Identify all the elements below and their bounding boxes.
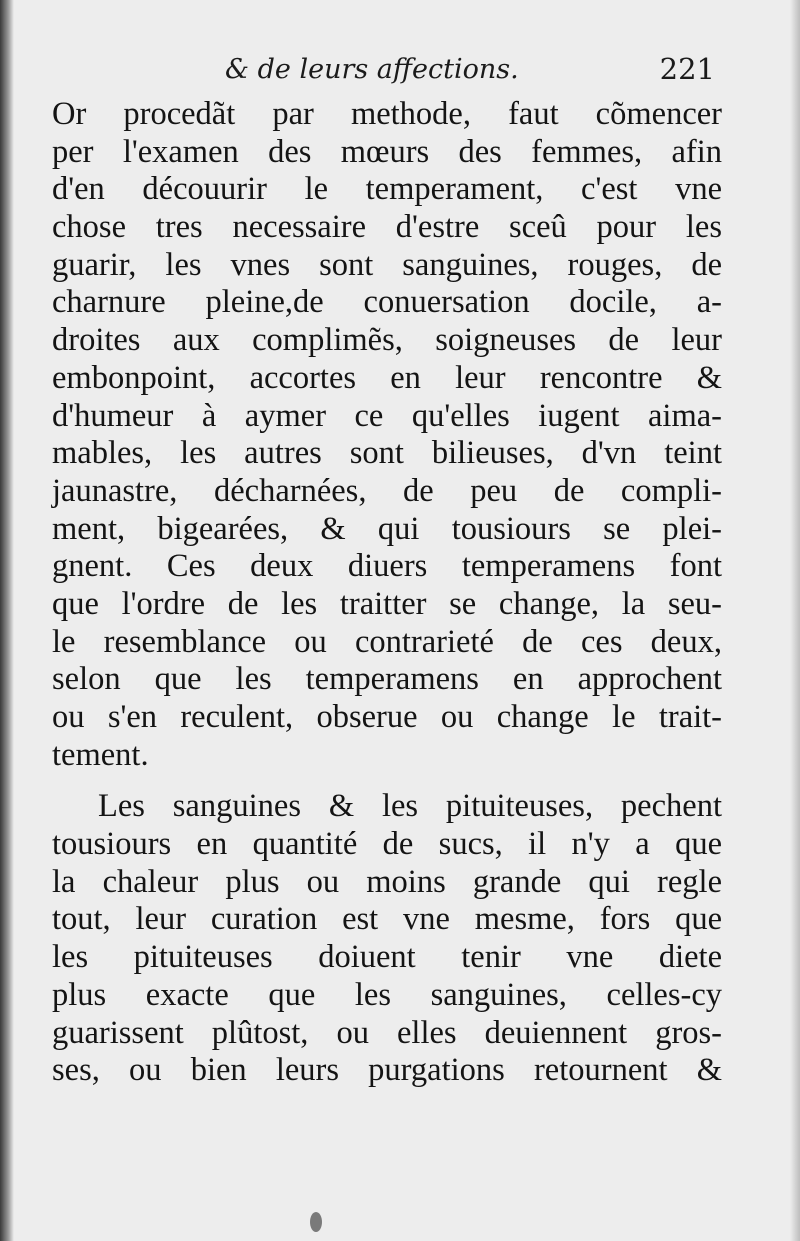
text-line: charnure pleine,de conuersation docile, a- <box>52 284 722 321</box>
text-line: les pituiteuses doiuent tenir vne diete <box>52 939 722 976</box>
text-line: tout, leur curation est vne mesme, fors que <box>52 901 722 938</box>
text-line: ment, bigearées, & qui tousiours se plei- <box>52 510 722 547</box>
paragraph-2 <box>52 788 722 1090</box>
running-title: & de leurs affections. <box>225 54 519 85</box>
text-line: tousiours en quantité de sucs, il n'y a que <box>52 826 722 863</box>
paragraph-gap <box>52 774 722 788</box>
text-line: ses, ou bien leurs purgations retournent & <box>52 1052 722 1089</box>
page-number: 221 <box>659 52 715 86</box>
text-line: guarir, les vnes sont sanguines, rouges, de <box>52 246 722 283</box>
text-line: ou s'en reculent, obserue ou change le trait- <box>52 699 722 735</box>
text-line: selon que les temperamens en approchent <box>52 661 722 698</box>
text-line: d'humeur à aymer ce qu'elles iugent aima- <box>52 397 722 434</box>
text-line: embonpoint, accortes en leur rencontre & <box>52 359 722 396</box>
text-line: plus exacte que les sanguines, celles-cy <box>52 976 722 1013</box>
text-line: le resemblance ou contrarieté de ces deux, <box>52 623 722 660</box>
text-line: gnent. Ces deux diuers temperamens font <box>52 548 722 585</box>
text-line: jaunastre, décharnées, de peu de compli- <box>52 472 722 509</box>
text-line: Les sanguines & les pituiteuses, pechent <box>98 788 722 825</box>
text-line: la chaleur plus ou moins grande qui regle <box>52 863 722 900</box>
ink-smudge <box>310 1212 322 1232</box>
text-line: droites aux complimẽs, soigneuses de leur <box>52 322 722 359</box>
body-text <box>52 96 722 1090</box>
text-line: que l'ordre de les traitter se change, la seu- <box>52 585 722 622</box>
page-header <box>225 50 715 94</box>
text-line: mables, les autres sont bilieuses, d'vn teint <box>52 435 722 472</box>
text-line: per l'examen des mœurs des femmes, afin <box>52 133 722 170</box>
text-line: tement. <box>52 736 149 773</box>
text-line: guarissent plûtost, ou elles deuiennent gros- <box>52 1014 722 1051</box>
paragraph-1 <box>52 96 722 774</box>
text-line: chose tres necessaire d'estre sceû pour les <box>52 209 722 246</box>
text-line: d'en découurir le temperament, c'est vne <box>52 171 722 208</box>
text-line: Or procedãt par methode, faut cõmencer <box>52 96 722 132</box>
